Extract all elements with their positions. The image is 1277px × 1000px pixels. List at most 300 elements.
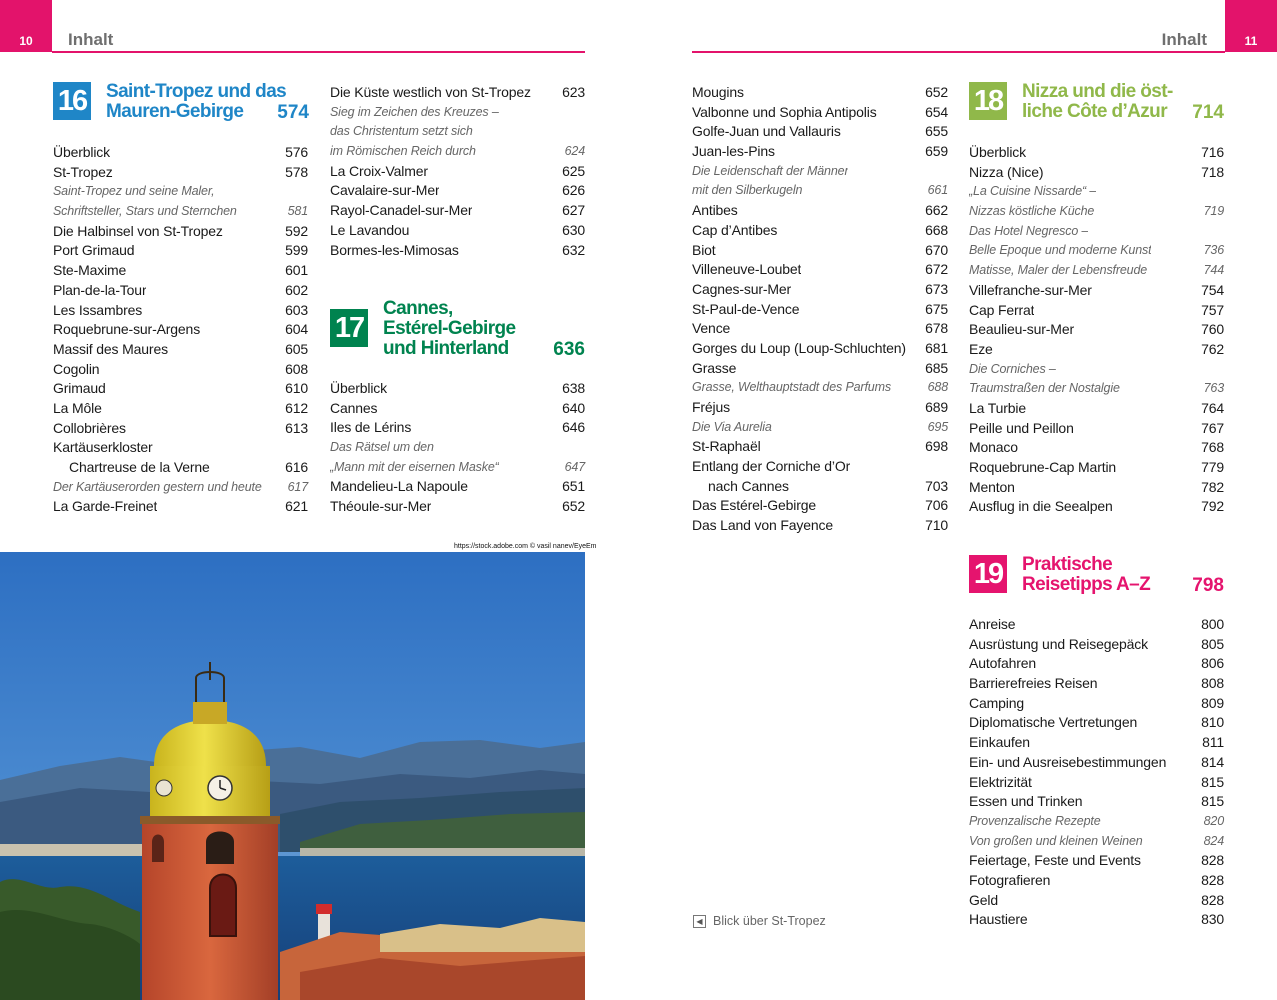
toc-entry-page: 808	[1201, 675, 1224, 692]
toc-entry-title: das Christentum setzt sich	[330, 124, 473, 139]
toc-entry-title: Grasse, Welthauptstadt des Parfums	[692, 380, 891, 395]
toc-entry-title: La Croix-Valmer	[330, 162, 428, 179]
toc-entry-title: Beaulieu-sur-Mer	[969, 321, 1074, 338]
toc-column-19	[969, 615, 1224, 930]
toc-entry[interactable]	[969, 478, 1224, 498]
toc-entry-page: 698	[925, 438, 948, 455]
toc-entry-title: „Mann mit der eisernen Maske“	[330, 459, 499, 474]
toc-entry[interactable]	[53, 478, 308, 498]
toc-entry[interactable]	[969, 458, 1224, 478]
toc-entry[interactable]	[692, 398, 948, 418]
toc-entry-page: 809	[1201, 694, 1224, 711]
toc-entry-page: 760	[1201, 321, 1224, 338]
toc-entry-title: Schriftsteller, Stars und Sternchen	[53, 204, 237, 219]
toc-entry-title: Gorges du Loup (Loup-Schluchten)	[692, 339, 906, 356]
toc-column-16	[53, 143, 308, 517]
toc-entry-page: 659	[925, 143, 948, 160]
toc-entry[interactable]	[692, 260, 948, 280]
toc-entry-page: 612	[285, 399, 308, 416]
toc-entry-title: Eze	[969, 340, 993, 357]
toc-entry-title: Le Lavandou	[330, 221, 410, 238]
toc-entry[interactable]	[330, 241, 585, 261]
chapter-16-page: 574	[277, 102, 309, 123]
toc-entry-title: Juan-les-Pins	[692, 143, 775, 160]
toc-entry[interactable]	[53, 261, 308, 281]
toc-entry-page: 828	[1201, 871, 1224, 888]
toc-entry-title: Anreise	[969, 616, 1016, 632]
toc-entry-page: 626	[562, 182, 585, 199]
toc-entry-title: Port Grimaud	[53, 242, 135, 259]
chapter-19-heading[interactable]	[969, 555, 1224, 595]
toc-entry-page: 670	[925, 241, 948, 258]
toc-entry-title: Massif des Maures	[53, 340, 168, 357]
toc-entry-page: 828	[1201, 852, 1224, 869]
toc-entry-title: Ste-Maxime	[53, 262, 127, 279]
toc-entry-page: 782	[1201, 478, 1224, 495]
toc-entry-page: 762	[1201, 340, 1224, 357]
toc-entry[interactable]	[692, 359, 948, 379]
toc-entry-page: 592	[285, 222, 308, 239]
toc-entry-title: Nizzas köstliche Küche	[969, 204, 1095, 219]
chapter-18-number: 18	[969, 82, 1007, 120]
toc-entry[interactable]	[330, 162, 585, 182]
toc-entry[interactable]	[692, 516, 948, 536]
toc-column-17-continued	[692, 83, 948, 536]
toc-entry[interactable]	[53, 222, 308, 242]
toc-entry[interactable]	[53, 419, 308, 439]
toc-column-17	[330, 379, 585, 517]
toc-entry[interactable]	[969, 694, 1224, 714]
toc-entry-title: Das Land von Fayence	[692, 517, 833, 534]
toc-entry-title: Kartäuserkloster	[53, 439, 153, 456]
toc-entry[interactable]	[692, 339, 948, 359]
toc-entry-page: 673	[925, 280, 948, 297]
toc-entry[interactable]	[969, 360, 1224, 380]
toc-entry[interactable]	[692, 437, 948, 457]
toc-entry[interactable]	[330, 379, 585, 399]
toc-entry[interactable]	[969, 910, 1224, 930]
toc-entry-title: Essen und Trinken	[969, 793, 1083, 810]
toc-entry-title: Grimaud	[53, 380, 106, 397]
toc-entry-title: Cagnes-sur-Mer	[692, 280, 792, 297]
toc-entry-title: nach Cannes	[708, 477, 789, 494]
toc-entry[interactable]	[692, 418, 948, 438]
toc-entry-page: 623	[562, 84, 585, 100]
toc-entry[interactable]	[53, 360, 308, 380]
toc-entry-title: Das Estérel-Gebirge	[692, 497, 816, 514]
toc-entry-title: Sieg im Zeichen des Kreuzes –	[330, 104, 499, 119]
toc-entry-title: Cavalaire-sur-Mer	[330, 182, 440, 199]
toc-entry-title: Rayol-Canadel-sur-Mer	[330, 202, 473, 219]
toc-entry[interactable]	[969, 281, 1224, 301]
toc-entry-title: Iles de Lérins	[330, 419, 412, 436]
toc-entry-page: 811	[1202, 734, 1224, 751]
toc-entry[interactable]	[53, 163, 308, 183]
toc-entry[interactable]	[969, 753, 1224, 773]
toc-entry[interactable]	[53, 281, 308, 301]
toc-entry-title: im Römischen Reich durch	[330, 144, 476, 159]
chapter-16-number: 16	[53, 82, 91, 120]
toc-entry-title: Collobrières	[53, 419, 126, 436]
right-header-rule	[692, 51, 1225, 53]
toc-entry[interactable]	[53, 379, 308, 399]
toc-entry[interactable]	[969, 713, 1224, 733]
toc-entry-page: 668	[925, 221, 948, 238]
photo-caption	[693, 914, 826, 928]
toc-entry-title: Roquebrune-Cap Martin	[969, 459, 1117, 475]
toc-entry-page: 820	[1203, 813, 1224, 828]
toc-entry[interactable]	[969, 143, 1224, 163]
toc-entry-title: mit den Silberkugeln	[692, 183, 803, 198]
toc-entry[interactable]	[969, 340, 1224, 360]
toc-entry-title: Plan-de-la-Tour	[53, 281, 147, 298]
toc-entry-page: 675	[925, 300, 948, 317]
chapter-18-heading[interactable]	[969, 82, 1224, 122]
toc-entry-title: Menton	[969, 478, 1015, 495]
toc-entry[interactable]	[969, 399, 1224, 419]
toc-entry-page: 652	[925, 84, 948, 100]
toc-entry[interactable]	[330, 83, 585, 103]
toc-entry[interactable]	[969, 792, 1224, 812]
toc-entry[interactable]	[330, 221, 585, 241]
toc-entry-page: 706	[925, 497, 948, 514]
toc-entry[interactable]	[692, 457, 948, 477]
toc-entry[interactable]	[969, 301, 1224, 321]
toc-entry-title: Cap Ferrat	[969, 301, 1035, 318]
toc-entry[interactable]	[330, 122, 585, 142]
toc-entry-page: 716	[1201, 144, 1224, 160]
toc-entry[interactable]	[969, 497, 1224, 517]
chapter-19-page: 798	[1192, 575, 1224, 596]
toc-entry-title: Autofahren	[969, 655, 1036, 672]
toc-entry-page: 768	[1201, 439, 1224, 456]
chapter-17-title: Cannes, Estérel-Gebirge und Hinterland	[383, 298, 516, 359]
toc-entry-title: Die Via Aurelia	[692, 419, 772, 434]
toc-entry-page: 621	[285, 498, 308, 515]
toc-entry[interactable]	[53, 399, 308, 419]
toc-entry[interactable]	[969, 891, 1224, 911]
left-header-rule	[52, 51, 585, 53]
toc-entry[interactable]	[969, 733, 1224, 753]
toc-entry[interactable]	[692, 496, 948, 516]
toc-entry-page: 617	[287, 479, 308, 494]
toc-entry-title: Fréjus	[692, 399, 730, 415]
toc-entry[interactable]	[969, 379, 1224, 399]
toc-entry-title: Biot	[692, 241, 716, 258]
chapter-16-title: Saint-Tropez und das Mauren-Gebirge	[106, 81, 287, 122]
toc-entry-page: 805	[1201, 635, 1224, 652]
toc-entry-page: 578	[285, 163, 308, 180]
toc-entry[interactable]	[53, 320, 308, 340]
toc-entry-title: Chartreuse de la Verne	[69, 459, 210, 475]
toc-entry-title: Das Hotel Negresco –	[969, 223, 1089, 238]
toc-entry[interactable]	[53, 301, 308, 321]
toc-entry-title: Ausflug in die Seealpen	[969, 498, 1113, 515]
photo-credit: https://stock.adobe.com © vasil nanev/EyeEm	[454, 543, 597, 550]
toc-entry-page: 800	[1201, 616, 1224, 632]
toc-entry-title: Villeneuve-Loubet	[692, 261, 802, 278]
toc-entry[interactable]	[330, 418, 585, 438]
toc-entry-page: 685	[925, 359, 948, 376]
toc-entry-page: 638	[562, 380, 585, 396]
toc-entry-page: 624	[564, 144, 585, 159]
toc-entry-title: Überblick	[53, 144, 111, 160]
photo-caption-text: Blick über St-Tropez	[713, 914, 826, 928]
toc-entry-title: Vence	[692, 320, 731, 337]
toc-entry-page: 814	[1201, 753, 1224, 770]
toc-entry[interactable]	[692, 280, 948, 300]
toc-entry[interactable]	[969, 419, 1224, 439]
toc-entry[interactable]	[53, 340, 308, 360]
toc-entry-title: Matisse, Maler der Lebensfreude	[969, 263, 1148, 278]
toc-entry[interactable]	[969, 851, 1224, 871]
toc-entry[interactable]	[53, 497, 308, 517]
chapter-16-heading[interactable]	[53, 82, 309, 122]
toc-entry[interactable]	[53, 458, 308, 478]
toc-entry-page: 608	[285, 360, 308, 377]
toc-entry[interactable]	[692, 241, 948, 261]
toc-entry-title: Ein- und Ausreisebestimmungen	[969, 753, 1167, 770]
toc-entry-title: Das Rätsel um den	[330, 440, 434, 455]
toc-entry-page: 828	[1201, 891, 1224, 908]
toc-entry[interactable]	[330, 399, 585, 419]
toc-entry-page: 662	[925, 202, 948, 219]
toc-entry-title: Les Issambres	[53, 301, 143, 318]
toc-entry[interactable]	[969, 241, 1224, 261]
toc-entry[interactable]	[969, 674, 1224, 694]
toc-entry-title: Barrierefreies Reisen	[969, 675, 1098, 692]
toc-entry-page: 815	[1201, 773, 1224, 790]
toc-entry[interactable]	[53, 143, 308, 163]
right-running-title: Inhalt	[1161, 30, 1207, 49]
toc-entry[interactable]	[692, 477, 948, 497]
toc-entry-page: 695	[927, 419, 948, 434]
toc-entry[interactable]	[692, 300, 948, 320]
toc-entry[interactable]	[330, 103, 585, 123]
toc-entry-page: 647	[564, 459, 585, 474]
toc-entry-title: Fotografieren	[969, 871, 1051, 888]
toc-entry-title: Antibes	[692, 202, 738, 219]
toc-entry-title: Théoule-sur-Mer	[330, 498, 432, 515]
toc-entry-page: 603	[285, 301, 308, 318]
chapter-17-page: 636	[553, 339, 585, 360]
toc-entry-title: Provenzalische Rezepte	[969, 813, 1101, 828]
toc-entry-title: Die Halbinsel von St-Tropez	[53, 222, 223, 239]
toc-entry-page: 672	[925, 261, 948, 278]
toc-entry[interactable]	[969, 773, 1224, 793]
toc-entry-title: Haustiere	[969, 911, 1028, 928]
toc-entry[interactable]	[969, 438, 1224, 458]
toc-entry-title: Entlang der Corniche d’Or	[692, 458, 851, 475]
toc-entry-page: 810	[1201, 714, 1224, 731]
toc-entry[interactable]	[969, 320, 1224, 340]
toc-entry-title: Valbonne und Sophia Antipolis	[692, 103, 877, 120]
st-tropez-photo	[0, 552, 585, 1000]
arrow-left-icon: ◀	[693, 915, 706, 928]
toc-entry-page: 710	[925, 517, 948, 534]
toc-entry[interactable]	[692, 142, 948, 162]
toc-entry[interactable]	[330, 458, 585, 478]
toc-entry[interactable]	[53, 182, 308, 202]
toc-entry-title: Camping	[969, 694, 1024, 711]
toc-entry-title: Peille und Peillon	[969, 419, 1074, 436]
toc-entry-page: 655	[925, 123, 948, 140]
chapter-19-title: Praktische Reisetipps A–Z	[1022, 554, 1151, 595]
toc-entry-title: Mandelieu-La Napoule	[330, 478, 468, 495]
toc-entry[interactable]	[692, 83, 948, 103]
toc-entry-page: 651	[562, 478, 585, 495]
toc-entry-page: 824	[1203, 833, 1224, 848]
toc-entry-page: 688	[927, 380, 948, 395]
toc-entry-title: Cap d’Antibes	[692, 221, 778, 238]
toc-entry-title: St-Tropez	[53, 163, 113, 180]
toc-entry-title: Golfe-Juan und Vallauris	[692, 123, 841, 140]
toc-entry[interactable]	[969, 202, 1224, 222]
toc-entry-page: 604	[285, 321, 308, 338]
toc-entry-page: 757	[1201, 301, 1224, 318]
toc-entry-page: 767	[1201, 419, 1224, 436]
toc-entry-page: 703	[925, 477, 948, 494]
toc-entry-title: Einkaufen	[969, 734, 1030, 751]
toc-entry[interactable]	[969, 812, 1224, 832]
toc-entry-title: Elektrizität	[969, 773, 1032, 790]
toc-entry-page: 576	[285, 144, 308, 160]
toc-entry[interactable]	[692, 378, 948, 398]
toc-entry[interactable]	[969, 635, 1224, 655]
toc-entry-title: Mougins	[692, 84, 744, 100]
toc-entry-title: Roquebrune-sur-Argens	[53, 321, 201, 338]
toc-entry-page: 736	[1203, 243, 1224, 258]
toc-entry[interactable]	[330, 201, 585, 221]
chapter-17-number: 17	[330, 309, 368, 347]
toc-entry-page: 806	[1201, 655, 1224, 672]
toc-entry-page: 681	[925, 339, 948, 356]
toc-entry-title: Geld	[969, 891, 998, 908]
toc-entry-page: 792	[1201, 498, 1224, 515]
toc-entry-page: 815	[1201, 793, 1224, 810]
toc-entry-page: 689	[925, 399, 948, 415]
toc-entry-page: 610	[285, 380, 308, 397]
toc-entry-page: 630	[562, 221, 585, 238]
toc-entry[interactable]	[969, 261, 1224, 281]
toc-entry-page: 718	[1201, 163, 1224, 180]
toc-entry-page: 754	[1201, 281, 1224, 298]
left-running-title: Inhalt	[68, 30, 114, 49]
toc-entry[interactable]	[969, 832, 1224, 852]
toc-entry-title: Die Leidenschaft der Männer	[692, 163, 849, 178]
toc-entry-title: Belle Epoque und moderne Kunst	[969, 243, 1152, 258]
toc-entry-title: Von großen und kleinen Weinen	[969, 833, 1143, 848]
toc-entry-title: Cogolin	[53, 360, 100, 377]
toc-entry[interactable]	[692, 122, 948, 142]
toc-entry-title: Ausrüstung und Reisegepäck	[969, 635, 1148, 652]
toc-entry[interactable]	[692, 201, 948, 221]
toc-entry-page: 581	[287, 204, 308, 219]
toc-entry[interactable]	[969, 654, 1224, 674]
toc-entry-page: 779	[1201, 459, 1224, 475]
toc-entry-title: Traumstraßen der Nostalgie	[969, 381, 1120, 396]
toc-entry-page: 625	[562, 162, 585, 179]
toc-entry-page: 613	[285, 419, 308, 436]
toc-entry-page: 830	[1201, 911, 1224, 928]
toc-entry-title: St-Paul-de-Vence	[692, 300, 800, 317]
toc-entry[interactable]	[330, 497, 585, 517]
toc-entry-title: Feiertage, Feste und Events	[969, 852, 1141, 869]
toc-entry-title: Monaco	[969, 439, 1018, 456]
chapter-17-heading[interactable]	[330, 299, 585, 359]
toc-entry-title: Der Kartäuserorden gestern und heute	[53, 479, 262, 494]
toc-entry[interactable]	[330, 477, 585, 497]
toc-entry-page: 605	[285, 340, 308, 357]
toc-entry-page: 632	[562, 241, 585, 258]
toc-entry-title: Bormes-les-Mimosas	[330, 241, 459, 258]
toc-entry-title: Überblick	[330, 380, 388, 396]
toc-entry-title: Nizza (Nice)	[969, 163, 1044, 180]
toc-entry-page: 763	[1203, 381, 1224, 396]
chapter-18-title: Nizza und die öst- liche Côte d’Azur	[1022, 81, 1173, 122]
toc-entry-title: La Garde-Freinet	[53, 498, 158, 515]
toc-entry-page: 654	[925, 103, 948, 120]
toc-entry[interactable]	[692, 103, 948, 123]
toc-entry-title: Saint-Tropez und seine Maler,	[53, 184, 215, 199]
toc-entry[interactable]	[969, 222, 1224, 242]
toc-entry-page: 652	[562, 498, 585, 515]
toc-entry-title: La Turbie	[969, 399, 1027, 416]
toc-entry-title: St-Raphaël	[692, 438, 761, 455]
toc-entry-page: 678	[925, 320, 948, 337]
right-page-number: 11	[1225, 0, 1277, 52]
toc-column-18	[969, 143, 1224, 517]
toc-entry-page: 599	[285, 242, 308, 259]
toc-entry[interactable]	[969, 871, 1224, 891]
toc-entry-page: 616	[285, 459, 308, 475]
toc-entry[interactable]	[330, 142, 585, 162]
toc-entry-page: 646	[562, 419, 585, 436]
toc-entry[interactable]	[969, 182, 1224, 202]
toc-entry-title: Die Corniches –	[969, 361, 1056, 376]
left-page-number: 10	[0, 0, 52, 52]
toc-entry[interactable]	[692, 162, 948, 182]
toc-entry[interactable]	[692, 221, 948, 241]
toc-entry[interactable]	[969, 615, 1224, 635]
toc-entry-title: La Môle	[53, 399, 102, 416]
toc-entry-page: 744	[1203, 263, 1224, 278]
toc-entry[interactable]	[692, 319, 948, 339]
toc-entry-title: Die Küste westlich von St-Tropez	[330, 84, 531, 100]
toc-entry[interactable]	[969, 163, 1224, 183]
toc-entry-title: „La Cuisine Nissarde“ –	[969, 184, 1097, 199]
toc-entry-title: Überblick	[969, 144, 1027, 160]
toc-entry-title: Diplomatische Vertretungen	[969, 714, 1138, 731]
toc-entry[interactable]	[330, 438, 585, 458]
chapter-19-number: 19	[969, 555, 1007, 593]
toc-entry[interactable]	[53, 241, 308, 261]
toc-entry[interactable]	[53, 202, 308, 222]
toc-entry-title: Cannes	[330, 399, 378, 416]
toc-entry[interactable]	[53, 438, 308, 458]
toc-entry-page: 719	[1203, 204, 1224, 219]
toc-entry-page: 661	[927, 183, 948, 198]
toc-entry-title: Grasse	[692, 359, 737, 376]
toc-entry[interactable]	[330, 181, 585, 201]
toc-entry-page: 601	[285, 262, 308, 279]
toc-entry-page: 602	[285, 281, 308, 298]
toc-entry[interactable]	[692, 181, 948, 201]
toc-entry-page: 764	[1201, 399, 1224, 416]
chapter-18-page: 714	[1192, 102, 1224, 123]
toc-column-16-continued	[330, 83, 585, 260]
toc-entry-title: Villefranche-sur-Mer	[969, 281, 1092, 298]
